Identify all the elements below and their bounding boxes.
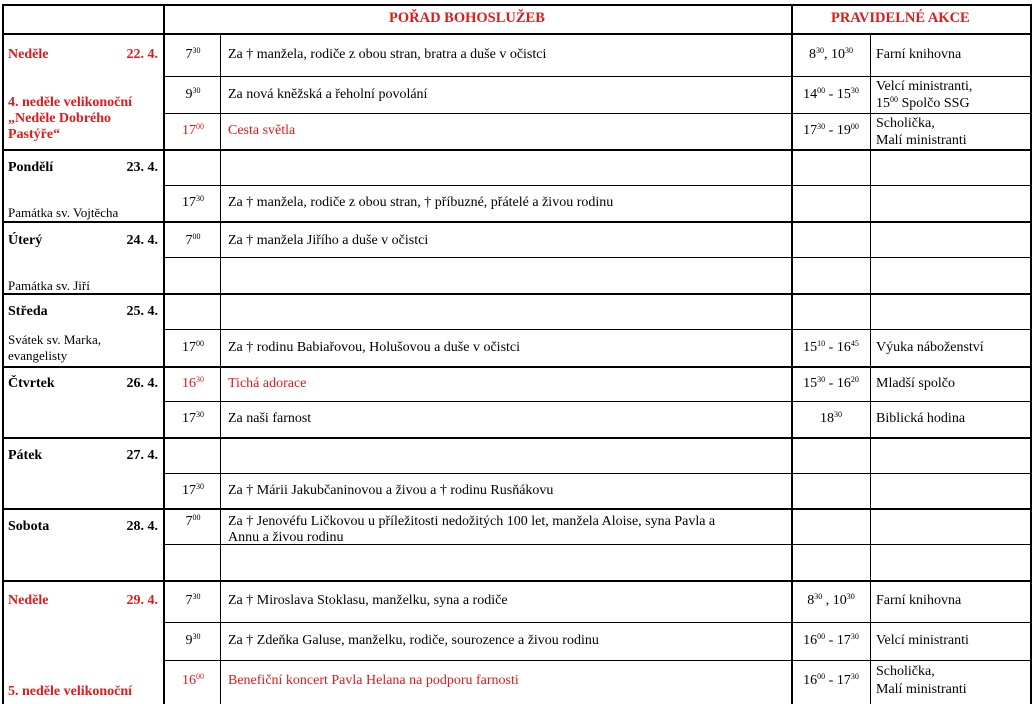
- mass-time: $9^{30}$: [185, 86, 201, 102]
- mass-time: $17^{30}$: [182, 194, 204, 210]
- event-name: $15^{00}$ Spolčo SSG: [876, 95, 970, 111]
- mass-time: $7^{30}$: [185, 592, 201, 608]
- mass-intention: Annu a živou rodinu: [228, 530, 344, 545]
- day-name: Pondělí: [8, 160, 54, 175]
- day-note: Pastýře“: [8, 127, 61, 142]
- mass-time: $7^{30}$: [185, 46, 201, 62]
- mass-intention: Tichá adorace: [228, 376, 307, 391]
- day-date: 27. 4.: [126, 448, 158, 463]
- day-note: „Neděle Dobrého: [8, 111, 112, 126]
- mass-time: $17^{00}$: [182, 339, 204, 355]
- day-note: 4. neděle velikonoční: [8, 95, 133, 110]
- mass-time: $16^{00}$: [182, 672, 204, 688]
- event-name: Velcí ministranti: [876, 633, 969, 648]
- day-name: Neděle: [8, 47, 49, 62]
- mass-intention: Za nová kněžská a řeholní povolání: [228, 87, 428, 102]
- day-note: Památka sv. Jiří: [8, 278, 90, 293]
- day-date: 23. 4.: [126, 160, 158, 175]
- event-name: Mladší spolčo: [876, 376, 955, 391]
- event-time: $15^{30} - 16^{20}$: [803, 375, 859, 391]
- mass-time: $17^{30}$: [182, 410, 204, 426]
- day-date: 22. 4.: [126, 47, 158, 62]
- day-note: evangelisty: [8, 348, 68, 363]
- events-header: PRAVIDELNÉ AKCE: [831, 10, 970, 26]
- day-name: Čtvrtek: [8, 376, 55, 391]
- mass-time: $7^{00}$: [185, 232, 201, 248]
- day-date: 28. 4.: [126, 519, 158, 534]
- program-header: POŘAD BOHOSLUŽEB: [389, 10, 545, 26]
- mass-intention: Za † Márii Jakubčaninovou a živou a † rodinu Rusňákovu: [228, 483, 554, 498]
- day-date: 24. 4.: [126, 233, 158, 248]
- day-note: Památka sv. Vojtěcha: [8, 205, 119, 220]
- mass-time: $17^{30}$: [182, 482, 204, 498]
- mass-intention: Benefiční koncert Pavla Helana na podporu farnosti: [228, 673, 519, 688]
- mass-intention: Za naši farnost: [228, 411, 312, 426]
- event-time: $16^{00} - 17^{30}$: [803, 672, 859, 688]
- event-name: Scholička,: [876, 664, 935, 679]
- day-name: Úterý: [8, 233, 43, 248]
- event-name: Malí ministranti: [876, 133, 967, 148]
- day-date: 29. 4.: [126, 593, 158, 608]
- day-date: 25. 4.: [126, 304, 158, 319]
- event-time: $18^{30}$: [820, 410, 842, 426]
- mass-time: $7^{00}$: [185, 513, 201, 529]
- event-name: Farní knihovna: [876, 47, 962, 62]
- day-note: Svátek sv. Marka,: [8, 332, 102, 347]
- day-name: Sobota: [8, 519, 50, 534]
- event-time: $17^{30} - 19^{00}$: [803, 122, 859, 138]
- day-date: 26. 4.: [126, 376, 158, 391]
- event-time: $15^{10} - 16^{45}$: [803, 339, 859, 355]
- mass-intention: Za † manžela, rodiče z obou stran, bratra a duše v očistci: [228, 47, 547, 62]
- mass-time: $16^{30}$: [182, 375, 204, 391]
- day-note: 5. neděle velikonoční: [8, 684, 133, 699]
- day-name: Neděle: [8, 593, 49, 608]
- mass-time: $17^{00}$: [182, 122, 204, 138]
- mass-intention: Za † Jenovéfu Ličkovou u příležitosti nedožitých 100 let, manžela Aloise, syna Pavla a: [228, 514, 716, 529]
- event-name: Malí ministranti: [876, 682, 967, 697]
- day-name: Středa: [8, 304, 48, 319]
- event-name: Biblická hodina: [876, 411, 966, 426]
- event-time: $16^{00} - 17^{30}$: [803, 632, 859, 648]
- mass-intention: Za † manžela, rodiče z obou stran, † příbuzné, přátelé a živou rodinu: [228, 195, 614, 210]
- mass-intention: Za † manžela Jiřího a duše v očistci: [228, 233, 429, 248]
- event-time: $8^{30}$ , $10^{30}$: [807, 592, 855, 608]
- event-time: $14^{00} - 15^{30}$: [803, 86, 859, 102]
- event-name: Velcí ministranti,: [876, 79, 973, 94]
- mass-intention: Za † rodinu Babiařovou, Holušovou a duše v očistci: [228, 340, 521, 355]
- event-name: Farní knihovna: [876, 593, 962, 608]
- mass-intention: Za † Zdeňka Galuse, manželku, rodiče, sourozence a živou rodinu: [228, 633, 599, 648]
- day-name: Pátek: [8, 448, 43, 463]
- event-name: Scholička,: [876, 116, 935, 131]
- event-name: Výuka náboženství: [876, 340, 984, 355]
- mass-intention: Za † Miroslava Stoklasu, manželku, syna a rodiče: [228, 593, 508, 608]
- mass-time: $9^{30}$: [185, 632, 201, 648]
- mass-intention: Cesta světla: [228, 123, 296, 138]
- event-time: $8^{30}$, $10^{30}$: [809, 46, 853, 62]
